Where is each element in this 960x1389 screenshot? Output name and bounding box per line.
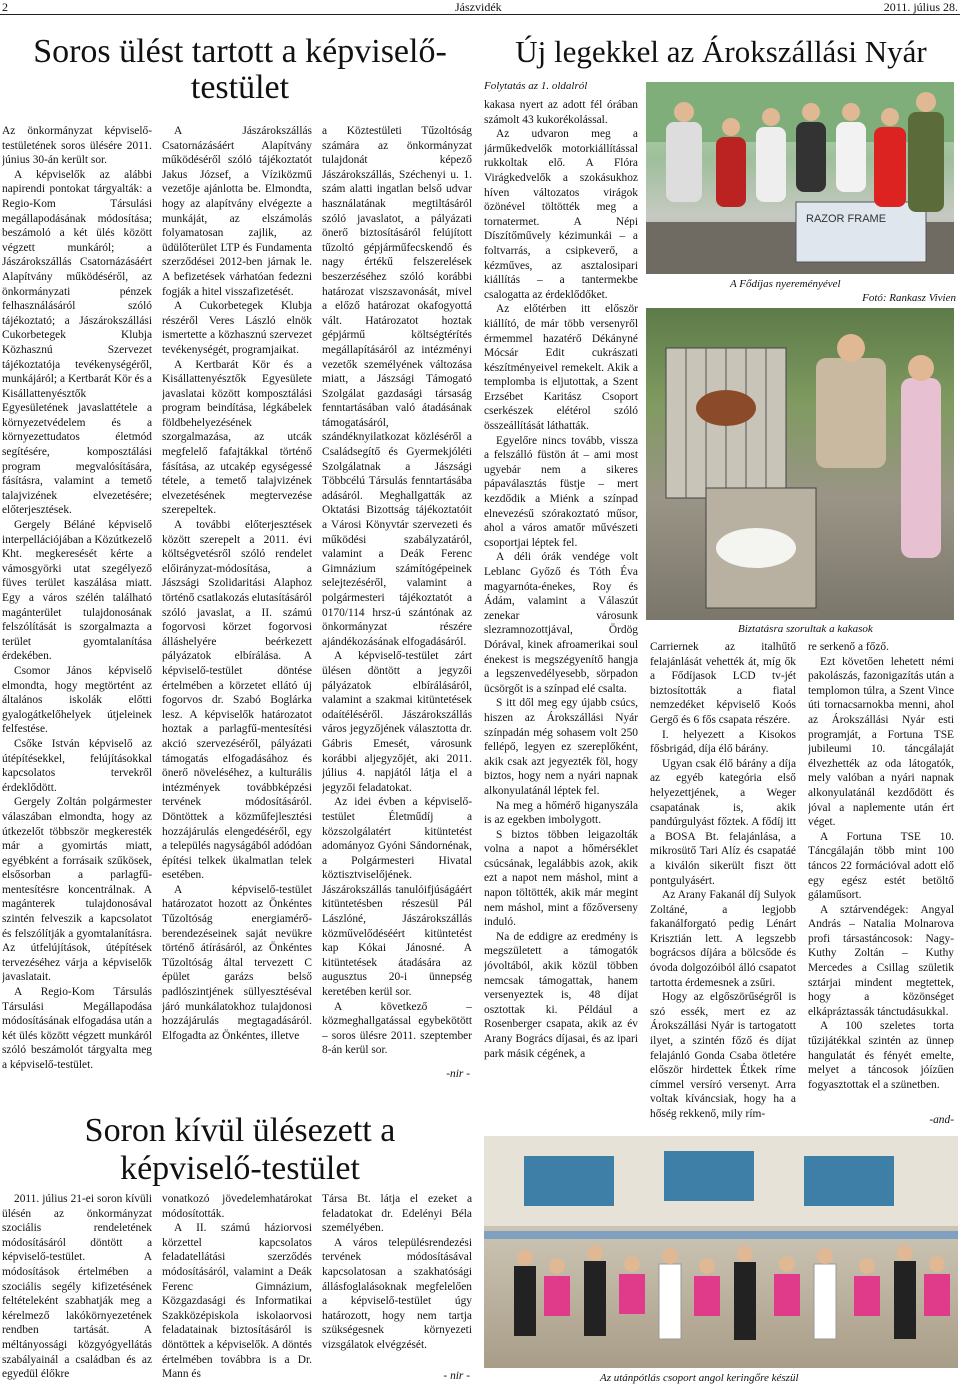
paragraph: 2011. július 21-ei soron kívüli ülésén az önkormányzat szociális rendeletének módosításáról döntött a képviselő-testület. A módosítások értelmében a szociális segély kifizetésének feltételeként szabhatják meg a kérelmező lakókörnyezetének rendben tartását. A méltányossági közgyógyellátás szabályainál a családban és az egyedül élőkre <box>2 1193 152 1381</box>
page-number: 2 <box>2 0 8 14</box>
photo-award-winners <box>646 82 954 274</box>
photo-credit: Fotó: Rankasz Vivien <box>862 292 956 304</box>
article1-column-1 <box>2 124 152 1084</box>
article1-signature: -nir - <box>446 1068 470 1080</box>
paragraph: A 100 szeletes torta tűzijátékkal szintén az ünnep hangulatát és fényét emelte, melyet a táncosok jóízűen fogyasztottak el a szünetben. <box>808 1020 954 1091</box>
paragraph: Csomor János képviselő elmondta, hogy megtörtént az általános iskolák előtti gyalogátkelőhelyek útjeleinek felfestése. <box>2 664 152 736</box>
article2-title: Soron kívül ülésezett a képviselő-testület <box>84 1112 396 1187</box>
paragraph: A következő – közmeghallgatással egybekötött – soros ülésre 2011. szeptember 8-án kerül sor. <box>322 1000 472 1057</box>
paragraph: I. helyezett a Kisokos fősbrigád, díja élő bárány. <box>650 728 796 756</box>
paragraph: S biztos többen leigazolták volna a napot a hőmérséklet csúcsának, legalábbis azok, akik ezt a napot nem máshol, mint a napon töltötték, akik már megint nem máshol, mint a főzőverseny induló. <box>484 828 638 929</box>
photo-roosters-illustration <box>646 308 954 620</box>
article2-column-3 <box>322 1192 472 1368</box>
photo-dancers-illustration <box>484 1136 958 1368</box>
paragraph: re serkenő a főző. <box>808 641 889 653</box>
paragraph: A Regio-Kom Társulás Társulási Megállapodása módosításának elfogadása után a két ülés között végzett munkáról szóló beszámolót tárgyalta meg a képviselő-testület. <box>2 986 152 1071</box>
paragraph: A Jászárokszállás Csatornázásáért Alapítvány működéséről szóló tájékoztatót Jakus József, a Víziközmű vezetője ajánlotta be. Elmondta, hogy az alapítvány elvégezte a munkáját, az elszámolás folyamatosan zajlik, az üdülőterület LTP és Fundamenta szerződései 2012-ben járnak le. A befizetések várhatóan fedezni fogják a hitel visszafizetését. <box>162 125 312 298</box>
paragraph: A sztárvendégek: Angyal András – Natalia Molnarova profi társastáncosok: Nagy-Kuthy Zoltán – Kuthy Mercedes a Csillag születik sztárjai mindent megtettek, hogy a közönséget elkápráztassák tánctudásukkal. <box>808 903 954 1018</box>
paragraph: Az idei évben a képviselő-testület Életműdíj a közszolgálatért kitüntetést adományoz Gyóni Sándornénak, a Polgármesteri Hivatal köztisztviselőjének. Jászárokszállás tanulóifjúságáért kitüntetésben részesül Pál Lászlóné, Jászárokszállás közművelődéséért kitüntetést kap Kókai Jánosné. A kitüntetések átadására az augusztus 20-i ünnepség keretében kerül sor. <box>322 796 472 999</box>
article2-column-2 <box>162 1192 312 1382</box>
continued-note: Folytatás az 1. oldalról <box>484 80 588 92</box>
paragraph: A déli órák vendége volt Leblanc Győző és Tóth Éva magyarnóta-énekes, Roy és Ádám, valamint a Válaszút zenekar városunk slezramnozottjával, Ördög Dórával, kinek afroamerikai soul énekest is megszégyenítő hangja a legszenvedélyesebb, sörpadon ücsörgőt is a színpad elé csalta. <box>484 551 638 695</box>
paragraph: Na de eddigre az eredmény is megszületett a támogatók jóvoltából, akik közül többen nemcsak támogattak, hanem versenyeztek is, 48 díjat osztottak ki. Például a Rosenberger csapata, akik az év Arany Bogrács díjasai, és az ipari park másik cégének, a <box>484 930 638 1060</box>
photo1-caption: A Fődíjas nyereményével <box>730 278 841 290</box>
article2-column-1 <box>2 1192 152 1382</box>
paragraph: Az előtérben itt először kiállító, de már több versenyről érmemmel hazatérő Dékányné Mócsár Edit cukrászati készítményeivel remekelt. Akik a templomba is eljutottak, a Szent Erzsébet Karitász Csoport cserkészek elétérol szóló összeállítását láthatták. <box>484 303 638 433</box>
photo-award-winners-illustration <box>646 82 954 274</box>
paragraph: Ugyan csak élő bárány a díja az egyéb kategória első helyezettjének, a Weger csapatának is, akik pandúrgulyást főztek. A fődíj itt a BOSA Bt. felajánlása, a mikrosütő Tari Alíz és csapatáé a kiválón sikerült fiszt ött pontgulyásért. <box>650 757 796 887</box>
article1-intro: Az önkormányzat képviselő-testületének soros ülésére 2011. június 30-án került sor. <box>2 125 152 167</box>
issue-date: 2011. július 28. <box>883 0 958 14</box>
paragraph: kakasa nyert az adott fél órában számolt 43 kukorékolással. <box>484 99 638 126</box>
paragraph: vonatkozó jövedelemhatárokat módosították. <box>162 1193 312 1220</box>
photo2-caption: Biztatásra szorultak a kakasok <box>738 623 873 635</box>
photo-dancers <box>484 1136 958 1368</box>
photo3-caption: Az utánpótlás csoport angol keringőre készül <box>600 1372 799 1384</box>
photo-roosters <box>646 308 954 620</box>
paragraph: A Kertbarát Kör és a Kisállattenyésztők Egyesülete javaslatai között komposztálási program beindítása, légkábelek földbehelyezésének szorgalmazása, az utcák megfelelő fafajtákkal történő fásítása, az utcakép egységessé tétele, a temető talajvizének elvezetésének megtervezése szerepeltek. <box>162 358 312 517</box>
paragraph: A képviselő-testület határozatot hozott az Önkéntes Tűzoltóság energiamérő-berendezéseinek saját nevükre történő átírásáról, az Önkéntes Tűzoltóság által tervezett C épület garázs belső padlószintjének süllyesztéséval járó munkálatokhoz tulajdonosi hozzájárulás megtagadásáról. Elfogadta az Önkéntes, illetve <box>162 883 312 1042</box>
article1-title: Soros ülést tartott a képviselő-testület <box>33 33 447 106</box>
article3-column-2 <box>650 640 796 1130</box>
paragraph: Egyelőre nincs tovább, vissza a felszálló füstön át – ami most ugyebár nem a sikeres pápaválasztás füstje – mert kezdődik a Miénk a színpad elnevezésű szórakoztató műsor, ahol a város amatőr művészeti csoportjai léptek fel. <box>484 434 638 549</box>
paragraph: S itt dől meg egy újabb csúcs, hiszen az Árokszállási Nyár színpadán még sohasem volt 250 fellépő, legyen ez szereplőként, akik csak azt jegyezték föl, hogy biztos, hogy nem a nyári napnak alkonyulatánál léptek fel. <box>484 697 638 797</box>
newspaper-name: Jászvidék <box>455 0 502 14</box>
paragraph: A II. számú háziorvosi körzettel kapcsolatos feladatellátási szerződés módosításáról, valamint a Deák Ferenc Gimnázium, Közgazdasági és Informatikai Szakközépiskola iskolaorvosi feladatainak biztosításáról is döntöttek a képviselők. A döntés értelmében továbbra is a Dr. Mann és <box>162 1222 312 1381</box>
paragraph: Ezt követően lehetett némi pakolászás, fazonigazítás után a templomon túlra, a Szent Vince úti tornacsarnokba menni, ahol az Árokszállási Nyár esti programját, a Fortuna TSE jubileumi 10. táncgálaját élvezhették az oda látogatók, mely valóban a nyári napnak alkonyulatánál kezdődött és jóval a naplemente után ért véget. <box>808 655 954 829</box>
paragraph: A további előterjesztések között szerepelt a 2011. évi költségvetésről szóló rendelet előirányzat-módosítása, a Jászsági Szolidaritási Alaphoz történő csatlakozás elutasításáról szóló javaslat, a II. számú fogorvosi körzet fogorvosi álláshelyére beérkezett pályázatok elbírálása. A képviselő-testület döntése értelmében a körzetet ellátó új fogorvos dr. Szabó Boglárka lesz. A képviselők határozatot hoztak a parlagfű-mentesítési akció szervezéséről, pályázati támogatás elfogadásához és önerő növeléséhez, a kulturális intézmények továbbképzési tervének módosításáról. Döntöttek a közműfejlesztési hozzájárulás elengedéséről, egy a település nagyságából adódóan építési telkek ükalmatlan telek esetében. <box>162 519 312 882</box>
paragraph: Az Arany Fakanál díj Sulyok Zoltáné, a legjobb fakanálforgató pedig Lénárt Krisztián lett. A legszebb bográcsos díjára a bölcsőde és óvoda dolgozóiból álló csapatot tartotta érdemesnek a zsűri. <box>650 889 796 989</box>
article3-column-1 <box>484 98 638 1128</box>
paragraph: A Fortuna TSE 10. Táncgálaján több mint 100 táncos 22 formációval adott elő egy egész estét betöltő gálaműsort. <box>808 830 954 902</box>
paragraph: Társa Bt. látja el ezeket a feladatokat dr. Edelényi Béla személyében. <box>322 1193 472 1235</box>
article1-column-2 <box>162 124 312 1084</box>
paragraph: A képviselők az alábbi napirendi pontokat tárgyalták: a Regio-Kom Társulási megállapodásának módosítása; beszámoló a két ülés között végzett munkáról; a Jászárokszállás Csatornázásáért Alapítvány működéséről, az önkormányzati pénzek felhasználásáról szóló tájékoztató; a Jászárokszállási Cukorbetegek Klubja Közhasznú Szervezet tájékoztatója tevékenységéről, munkájáról; a Kertbarát Kör és a Kisállattenyésztők Egyesületének javaslattétele a környezetvédelem és a környezettudatos életmód segítésére, komposztálási program megvalósítására, fásításra, valamint a temető talajvizének elvezetésére; előterjesztések. <box>2 168 152 517</box>
box-label: RAZOR FRAME <box>806 213 887 225</box>
paragraph: Hogy az elgőszörűségről is szó essék, mert ez az Árokszállási Nyár is tartogatott ilyet, a szintén főző és díjat felajánló Gonda Csaba ötletére először hirdettek Étkek ríme címmel versíró versenyt. Arra voltak kíváncsiak, hogy ha a hőség rekkenő, mily rím- <box>650 991 796 1120</box>
article3-title: Új legekkel az Árokszállási Nyár <box>515 34 927 69</box>
article3-signature: -and- <box>929 1114 954 1126</box>
paragraph: Na meg a hőmérő higanyszála is az egekben imbolygott. <box>484 799 638 827</box>
paragraph: a Köztestületi Tűzoltóság számára az önkormányzat tulajdonát képező Jászárokszállás, Széchenyi u. 1. szám alatti ingatlan belső udvar használatának megtiltásáról szóló javaslatot, a pályázati önerő biztosításáról felújított tűzoltó gépjárműfecskendő és nagy értékű felszerelések beszerzéséhez szóló korábbi határozat viszszavonását, mivel a előző határozat okafogyottá vált. Határozatot hoztak gépjármű költségtérítés megállapításáról az intézményi vezetők személyének változása miatt, a Jászsági Támogató Szolgálat gazdasági társaság fenntartásában való átadásának támogatásáról, szándéknyilatkozat közléséről a Családsegítő és Gyermekjóléti Szolgálatnak a Jászsági Többcélú Társulás fenntartásába adásáról. Meghallgatták az Oktatási Bizottság tájékoztatóit a Városi Könyvtár szervezeti és működési szabályzatáról, valamint a Deák Ferenc Gimnázium számítógépeinek selejtezéséről, valamint a polgármesteri tájékoztatót a 0170/114 hrsz-ú szántónak az önkormányzat részére ajándékozásának elfogadásáról. <box>322 125 472 648</box>
paragraph: Gergely Béláné képviselő interpellációjában a Közútkezelő Kht. megkeresését kérte a vámosgyörki utat szegélyező füves terület kaszálása miatt. Egy a város szélén található magánterület tulajdonosának felszólítását is szorgalmazta a terület gyomtalanítása érdekében. <box>2 519 152 663</box>
paragraph: A Cukorbetegek Klubja részéről Veres László elnök ismertette a közhasznú szervezet tevékenységét, programjaikat. <box>162 300 312 356</box>
article1-column-3 <box>322 124 472 1064</box>
paragraph: Gergely Zoltán polgármester válaszában elmondta, hogy az útkezelőt többször megkeresték már a gyomirtás miatt, egyébként a forrásaik szűkösek, elsősorban a parlagfű-mentesítésre koncentrálnak. A magánterek tulajdonosával szintén felveszik a kapcsolatot és felszólítják a gyomtalanításra. Az útfelújítások, útépítések tervezéséhez várja a képviselők javaslatait. <box>2 796 152 984</box>
paragraph: Az udvaron meg a járműkedvelők motorkiállítással rukkoltak elő. A Flóra Virágkedvelők a szokásukhoz híven változatos virágok özönével töltötték meg a tornatermet. A Népi Díszítőművely kézimunkái – a foltvarrás, a csipkeverő, a kézműves, az asztalosipari kiállítás – a tantermekbe csalogatta az érdeklődőket. <box>484 128 638 301</box>
article3-column-3 <box>808 640 954 1108</box>
article2-signature: - nir - <box>443 1370 470 1382</box>
paragraph: A város településrendezési tervének módosításával kapcsolatosan a szakhatósági állásfoglalásoknak megfelelően a képviselő-testület úgy határozott, hogy nem tartja szükségesnek környezeti vizsgálatok elvégzését. <box>322 1236 472 1351</box>
paragraph: Carriernek az italhűtő felajánlását vehették át, míg ők a Fődíjasok LCD tv-jét biztosították a fiatal nemzedéket képviselő Koós Gergő és 6 fős csapata részére. <box>650 641 796 726</box>
page-header <box>0 0 960 14</box>
paragraph: A képviselő-testület zárt ülésen döntött a jegyzői pályázatok elbírálásáról, valamint a szakmai kitüntetések odaítéléséről. Jászárokszállás város jegyzőjének választotta dr. Gábris Emesét, városunk korábbi aljegyzőjét, aki 2011. július 4. napjától látja el a jegyzői feladatokat. <box>322 650 472 794</box>
header-rule <box>0 14 960 15</box>
paragraph: Csőke István képviselő az útépítésekkel, felújításokkal kapcsolatos tervekről érdeklődött. <box>2 737 152 794</box>
